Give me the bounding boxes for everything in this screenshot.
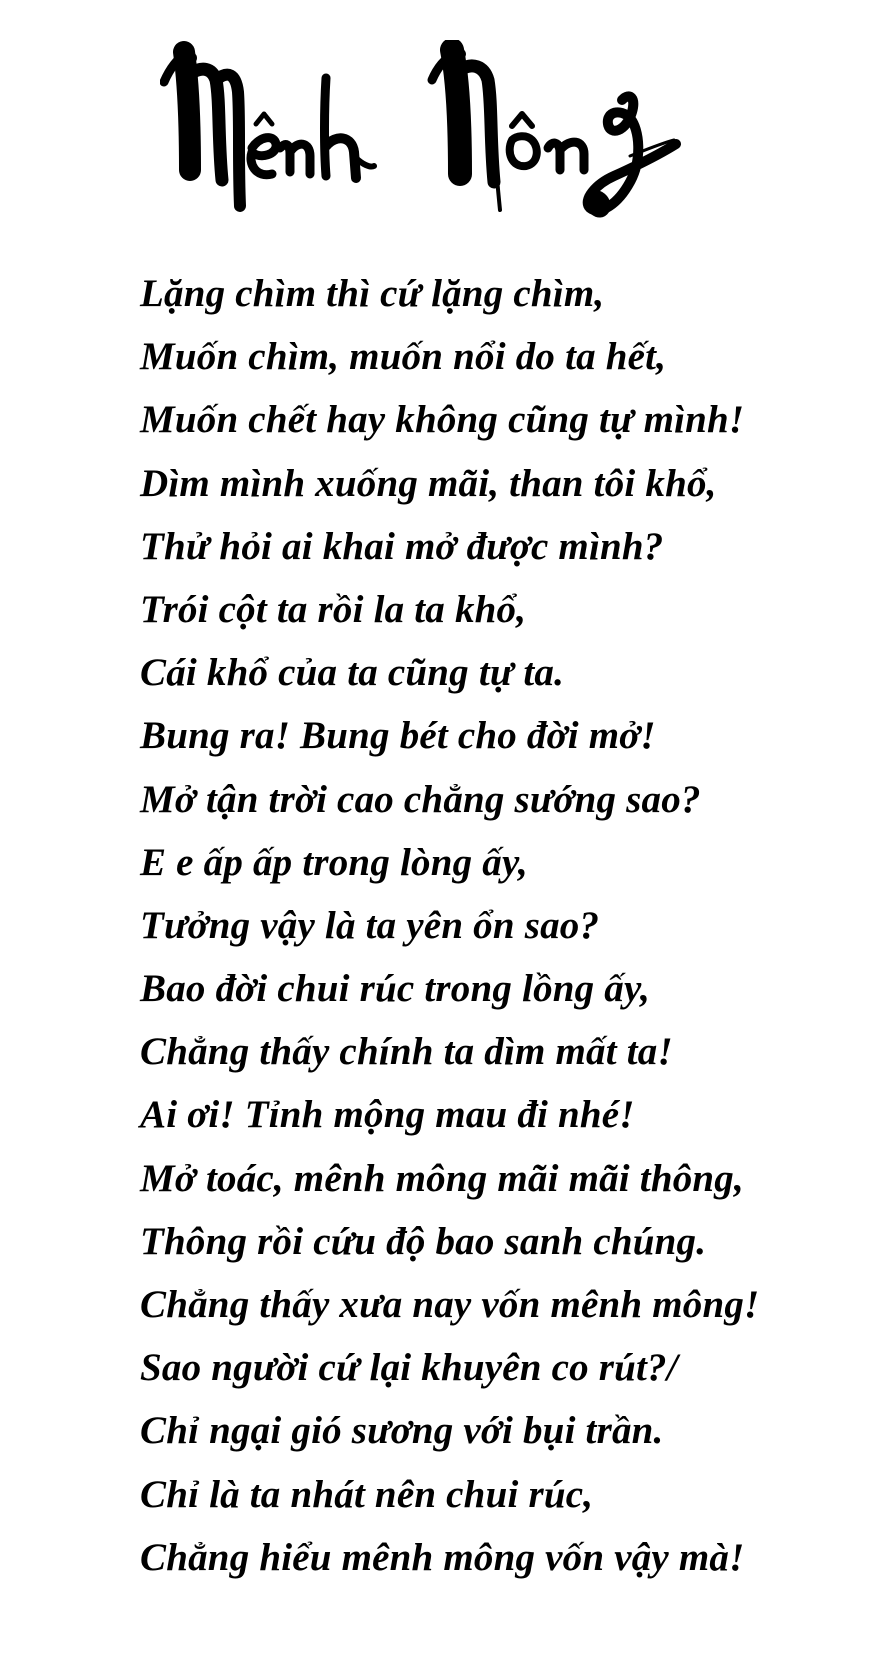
poem-line: Thông rồi cứu độ bao sanh chúng. [140, 1219, 707, 1263]
poem-line: Bung ra! Bung bét cho đời mở! [140, 714, 656, 758]
poem-line: Muốn chết hay không cũng tự mình! [140, 398, 745, 442]
poem-line: Bao đời chui rúc trong lồng ấy, [140, 967, 651, 1011]
poem-line: Sao người cứ lại khuyên co rút?/ [140, 1346, 678, 1390]
poem-line: Lặng chìm thì cứ lặng chìm, [140, 272, 605, 315]
poem-line: Thử hỏi ai khai mở được mình? [140, 524, 664, 568]
poem-line: Ai ơi! Tỉnh mộng mau đi nhé! [140, 1093, 635, 1137]
poem-line: Chỉ ngại gió sương với bụi trần. [140, 1409, 664, 1453]
poem-line: Muốn chìm, muốn nổi do ta hết, [140, 335, 667, 379]
poem-line: Cái khổ của ta cũng tự ta. [140, 651, 565, 695]
poem-line: Chẳng thấy xưa nay vốn mênh mông! [140, 1283, 760, 1326]
poem-line: Dìm mình xuống mãi, than tôi khổ, [140, 461, 717, 505]
poem-line: Mở toác, mênh mông mãi mãi thông, [140, 1156, 744, 1200]
calligraphy-title [160, 40, 740, 240]
poem-line: Tưởng vậy là ta yên ổn sao? [140, 903, 600, 947]
poem-line: Chẳng thấy chính ta dìm mất ta! [140, 1030, 673, 1074]
poem-line: Mở tận trời cao chẳng sướng sao? [140, 777, 701, 821]
poem-line: Trói cột ta rồi la ta khổ, [140, 587, 527, 631]
calligraphy-title-artwork [160, 40, 740, 240]
poem-line: E e ấp ấp trong lòng ấy, [140, 840, 528, 884]
poem-line: Chẳng hiểu mênh mông vốn vậy mà! [140, 1535, 745, 1579]
poem-line: Chỉ là ta nhát nên chui rúc, [140, 1472, 594, 1516]
poem-body [140, 262, 860, 1589]
